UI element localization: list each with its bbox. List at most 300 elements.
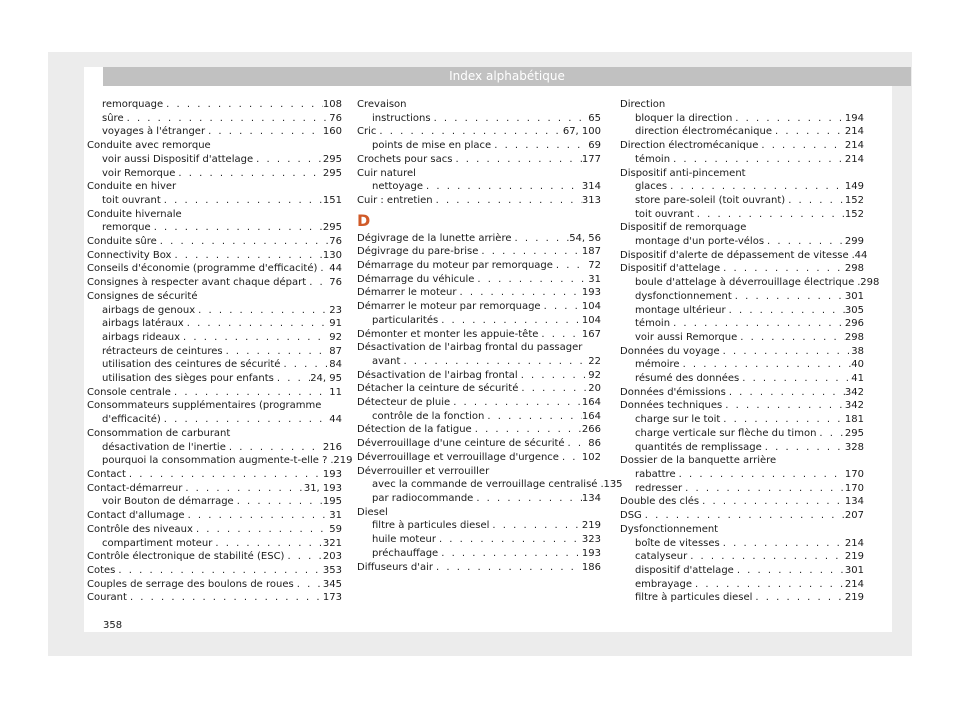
index-heading: Direction xyxy=(620,99,666,110)
dot-leader xyxy=(512,232,570,246)
index-subentry xyxy=(620,235,864,249)
page-reference: 76 xyxy=(329,277,342,289)
index-heading: Dispositif anti-pincement xyxy=(620,167,746,179)
entry-label: d'efficacité) xyxy=(102,414,161,426)
page-reference: 92 xyxy=(588,369,601,381)
dot-leader xyxy=(473,492,582,506)
index-subentry xyxy=(87,167,342,181)
page-reference: 194 xyxy=(844,112,864,124)
entry-label: témoin xyxy=(635,153,671,165)
index-subentry xyxy=(620,591,864,605)
entry-label: boule d'attelage à déverrouillage électrique xyxy=(635,277,855,289)
index-subentry xyxy=(620,564,864,578)
page-reference: 59 xyxy=(329,523,342,535)
dot-leader xyxy=(161,413,329,427)
page-reference: 219 xyxy=(844,551,864,563)
entry-label: particularités xyxy=(372,314,439,326)
index-entry xyxy=(357,286,601,300)
index-subentry xyxy=(357,533,601,547)
entry-label: Cric xyxy=(357,126,377,138)
index-entry xyxy=(357,153,601,167)
index-entry xyxy=(357,194,601,208)
dot-leader xyxy=(124,112,330,126)
dot-leader xyxy=(720,345,852,359)
page-reference: 328 xyxy=(844,441,864,453)
entry-label: nettoyage xyxy=(372,181,423,193)
entry-label: avec la commande de verrouillage centralisé xyxy=(372,479,598,491)
entry-label: Direction électromécanique xyxy=(620,140,759,152)
page-reference: 214 xyxy=(844,578,864,590)
page-reference: 151 xyxy=(322,194,342,206)
index-entry xyxy=(357,561,601,575)
dot-leader xyxy=(538,328,582,342)
entry-label: Dispositif d'alerte de dépassement de vitesse xyxy=(620,249,849,261)
entry-label: Contrôle électronique de stabilité (ESC) xyxy=(87,551,285,563)
index-subentry xyxy=(620,482,864,496)
page-reference: 130 xyxy=(322,249,342,261)
entry-label: Couples de serrage des boulons de roues xyxy=(87,578,294,590)
dot-leader xyxy=(226,441,323,455)
entry-label: Données techniques xyxy=(620,400,723,412)
entry-label: dispositif d'attelage xyxy=(635,564,734,576)
index-subentry xyxy=(357,112,601,126)
page-reference: 87 xyxy=(329,345,342,357)
page-reference: 314 xyxy=(581,181,601,193)
entry-label: points de mise en place xyxy=(372,140,492,152)
page-reference: 295 xyxy=(322,222,342,234)
index-entry xyxy=(87,235,342,249)
index-heading: Diesel xyxy=(357,506,388,518)
page-reference: 24, 95 xyxy=(310,373,342,385)
page-reference: 219 xyxy=(333,455,353,467)
index-heading: Consignes de sécurité xyxy=(87,290,198,302)
entry-label: filtre à particules diesel xyxy=(372,520,490,532)
entry-label: montage ultérieur xyxy=(635,304,726,316)
dot-leader xyxy=(171,386,329,400)
index-entry xyxy=(357,437,601,451)
entry-label: Démarrer le moteur xyxy=(357,287,457,299)
index-subentry xyxy=(620,125,864,139)
entry-label: glaces xyxy=(635,181,668,193)
page-reference: 295 xyxy=(322,153,342,165)
index-heading: Dysfonctionnement xyxy=(620,523,719,535)
page-reference: 152 xyxy=(844,208,864,220)
index-heading: Conduite hivernale xyxy=(87,208,182,220)
entry-label: utilisation des ceintures de sécurité xyxy=(102,359,281,371)
page-reference: 345 xyxy=(322,578,342,590)
page-reference: 44 xyxy=(329,414,342,426)
dot-leader xyxy=(436,533,582,547)
entry-label: Données d'émissions xyxy=(620,386,726,398)
entry-label: dysfonctionnement xyxy=(635,290,732,302)
dot-leader xyxy=(541,300,582,314)
dot-leader xyxy=(317,262,329,276)
page-reference: 92 xyxy=(329,331,342,343)
dot-leader xyxy=(737,331,845,345)
entry-label: Contact d'allumage xyxy=(87,510,185,522)
page-reference: 298 xyxy=(844,263,864,275)
index-subentry xyxy=(620,180,864,194)
page-reference: 298 xyxy=(844,331,864,343)
dot-leader xyxy=(306,276,329,290)
dot-leader xyxy=(785,194,845,208)
dot-leader xyxy=(294,578,323,592)
entry-label: Détacher la ceinture de sécurité xyxy=(357,383,519,395)
entry-label: voir Remorque xyxy=(102,167,176,179)
dot-leader xyxy=(431,112,589,126)
page-reference: 84 xyxy=(329,359,342,371)
entry-label: airbags rideaux xyxy=(102,331,181,343)
index-entry xyxy=(87,591,342,605)
index-subentry xyxy=(87,98,342,112)
index-subentry xyxy=(357,180,601,194)
entry-label: rétracteurs de ceintures xyxy=(102,345,223,357)
page-reference: 295 xyxy=(844,427,864,439)
entry-label: Double des clés xyxy=(620,496,700,508)
entry-label: Démonter et monter les appuie-tête xyxy=(357,328,539,340)
entry-label: quantités de remplissage xyxy=(635,441,762,453)
dot-leader xyxy=(565,437,589,451)
dot-leader xyxy=(670,153,845,167)
dot-leader xyxy=(752,591,845,605)
index-subentry xyxy=(357,492,601,506)
entry-label: Démarrage du véhicule xyxy=(357,273,475,285)
page-reference: 31 xyxy=(329,510,342,522)
entry-label: Détecteur de pluie xyxy=(357,397,451,409)
entry-label: Contrôle des niveaux xyxy=(87,523,193,535)
dot-leader xyxy=(720,413,845,427)
page-reference: 342 xyxy=(844,400,864,412)
page-reference: 54, 56 xyxy=(569,232,601,244)
index-heading: Cuir naturel xyxy=(357,167,416,179)
entry-label: instructions xyxy=(372,112,431,124)
index-entry xyxy=(357,451,601,465)
dot-leader xyxy=(699,495,845,509)
dot-leader xyxy=(284,550,322,564)
page-reference: 181 xyxy=(844,414,864,426)
page-reference: 160 xyxy=(322,126,342,138)
page-reference: 214 xyxy=(844,537,864,549)
index-subentry xyxy=(357,478,623,492)
entry-label: témoin xyxy=(635,318,671,330)
index-heading: Déverrouiller et verrouiller xyxy=(357,465,490,477)
page-reference: 193 xyxy=(581,547,601,559)
index-subentry xyxy=(357,139,601,153)
dot-leader xyxy=(212,537,323,551)
entry-label: préchauffage xyxy=(372,547,439,559)
index-subentry xyxy=(87,495,342,509)
dot-leader xyxy=(175,167,323,181)
page-reference: 219 xyxy=(581,520,601,532)
index-subentry xyxy=(620,208,864,222)
index-subentry xyxy=(620,331,864,345)
entry-label: rabattre xyxy=(635,468,676,480)
index-subentry xyxy=(620,290,864,304)
dot-leader xyxy=(676,468,845,482)
index-subentry xyxy=(620,276,880,290)
page-reference: 67, 100 xyxy=(562,126,601,138)
index-subentry xyxy=(357,410,601,424)
dot-leader xyxy=(559,451,582,465)
entry-label: Connectivity Box xyxy=(87,249,172,261)
dot-leader xyxy=(474,273,588,287)
index-subentry xyxy=(620,578,864,592)
index-subentry xyxy=(620,413,864,427)
entry-label: sûre xyxy=(102,112,124,124)
entry-label: remorquage xyxy=(102,99,164,110)
index-subentry xyxy=(87,358,342,372)
dot-leader xyxy=(127,591,323,605)
entry-label: Consignes à respecter avant chaque départ xyxy=(87,277,307,289)
index-subentry xyxy=(620,537,864,551)
entry-label: contrôle de la fonction xyxy=(372,410,485,422)
dot-leader xyxy=(687,550,845,564)
index-column-2 xyxy=(357,98,623,574)
index-subentry xyxy=(87,413,342,427)
entry-label: mémoire xyxy=(635,359,680,371)
page-reference: 295 xyxy=(322,167,342,179)
entry-label: bloquer la direction xyxy=(635,112,733,124)
entry-label: Console centrale xyxy=(87,386,171,398)
page-reference: 313 xyxy=(581,194,601,206)
index-entry xyxy=(357,245,601,259)
index-subentry xyxy=(87,221,342,235)
index-subentry xyxy=(87,112,342,126)
dot-leader xyxy=(489,519,582,533)
page-reference: 91 xyxy=(329,318,342,330)
index-heading: Conduite avec remorque xyxy=(87,140,211,152)
page-reference: 69 xyxy=(588,140,601,152)
entry-label: redresser xyxy=(635,482,683,494)
index-entry xyxy=(87,386,342,400)
dot-leader xyxy=(732,112,845,126)
page-reference: 193 xyxy=(322,468,342,480)
index-subentry xyxy=(620,153,864,167)
dot-leader xyxy=(195,304,329,318)
entry-label: direction électromécanique xyxy=(635,126,772,138)
dot-leader xyxy=(274,372,310,386)
page-reference: 177 xyxy=(581,153,601,165)
page-reference: 219 xyxy=(844,592,864,604)
dot-leader xyxy=(456,286,581,300)
dot-leader xyxy=(171,249,322,263)
page-reference: 149 xyxy=(844,181,864,193)
index-subentry xyxy=(87,454,353,468)
page-reference: 214 xyxy=(844,153,864,165)
page-reference: 31 xyxy=(588,273,601,285)
page-reference: 76 xyxy=(329,112,342,124)
dot-leader xyxy=(115,564,323,578)
dot-leader xyxy=(163,98,323,112)
dot-leader xyxy=(692,578,845,592)
index-subentry xyxy=(357,519,601,533)
dot-leader xyxy=(732,290,845,304)
entry-label: voir aussi Dispositif d'attelage xyxy=(102,153,254,165)
index-entry xyxy=(357,125,601,139)
page-reference: 214 xyxy=(844,140,864,152)
dot-leader xyxy=(682,482,845,496)
entry-label: DSG xyxy=(620,510,642,522)
index-heading: Consommation de carburant xyxy=(87,427,231,439)
page-reference: 135 xyxy=(603,479,623,491)
index-entry xyxy=(357,396,601,410)
page-reference: 40 xyxy=(851,359,864,371)
index-subentry xyxy=(87,331,342,345)
index-subentry xyxy=(87,372,342,386)
dot-leader xyxy=(491,139,588,153)
page-reference: 353 xyxy=(322,564,342,576)
entry-label: Désactivation de l'airbag frontal xyxy=(357,369,518,381)
index-column-1 xyxy=(87,98,353,605)
entry-label: embrayage xyxy=(635,578,693,590)
entry-label: Courant xyxy=(87,592,127,604)
dot-leader xyxy=(518,382,588,396)
entry-label: désactivation de l'inertie xyxy=(102,441,226,453)
index-entry xyxy=(357,382,601,396)
entry-label: Démarrer le moteur par remorquage xyxy=(357,301,541,313)
index-entry xyxy=(87,249,342,263)
entry-label: Dégivrage du pare-brise xyxy=(357,246,479,258)
index-entry xyxy=(620,399,864,413)
dot-leader xyxy=(450,396,582,410)
page-reference: 167 xyxy=(581,328,601,340)
index-entry xyxy=(357,369,601,383)
entry-label: voir Bouton de démarrage xyxy=(102,496,234,508)
index-entry xyxy=(87,482,342,496)
dot-leader xyxy=(151,221,323,235)
dot-leader xyxy=(126,468,323,482)
entry-label: utilisation des sièges pour enfants xyxy=(102,373,274,385)
page-reference: 195 xyxy=(322,496,342,508)
index-entry xyxy=(87,468,342,482)
dot-leader xyxy=(452,153,581,167)
index-subentry xyxy=(620,372,864,386)
page-reference: 102 xyxy=(581,451,601,463)
index-subentry xyxy=(620,358,864,372)
entry-label: Données du voyage xyxy=(620,345,720,357)
index-entry xyxy=(87,564,342,578)
dot-leader xyxy=(234,495,323,509)
index-subentry xyxy=(620,427,864,441)
entry-label: Conseils d'économie (programme d'efficacité) xyxy=(87,263,318,275)
entry-label: Cuir : entretien xyxy=(357,194,433,206)
index-entry xyxy=(87,578,342,592)
dot-leader xyxy=(772,125,845,139)
section-letter: D xyxy=(357,210,371,230)
page-reference: 20 xyxy=(588,383,601,395)
dot-leader xyxy=(762,441,845,455)
page-reference: 214 xyxy=(844,126,864,138)
index-subentry xyxy=(87,345,342,359)
index-entry xyxy=(620,345,864,359)
dot-leader xyxy=(472,423,582,437)
index-entry xyxy=(87,523,342,537)
entry-label: Diffuseurs d'air xyxy=(357,561,434,573)
page-reference: 216 xyxy=(322,441,342,453)
index-entry xyxy=(87,509,342,523)
page-reference: 299 xyxy=(844,236,864,248)
page-number: 358 xyxy=(103,620,123,631)
dot-leader xyxy=(180,331,329,345)
index-entry xyxy=(357,300,601,314)
index-entry xyxy=(620,495,864,509)
index-heading: Conduite en hiver xyxy=(87,181,177,193)
dot-leader xyxy=(185,509,330,523)
index-entry xyxy=(620,249,868,263)
dot-leader xyxy=(205,125,323,139)
index-subentry xyxy=(620,304,864,318)
dot-leader xyxy=(518,369,589,383)
page-reference: 323 xyxy=(581,534,601,546)
entry-label: Déverrouillage d'une ceinture de sécurité xyxy=(357,438,565,450)
index-subentry xyxy=(357,547,601,561)
page-reference: 193 xyxy=(581,287,601,299)
index-subentry xyxy=(87,194,342,208)
page-reference: 76 xyxy=(329,236,342,248)
index-subentry xyxy=(620,550,864,564)
entry-label: voyages à l'étranger xyxy=(102,126,206,138)
dot-leader xyxy=(642,509,845,523)
page-reference: 44 xyxy=(329,263,342,275)
page-reference: 41 xyxy=(851,373,864,385)
page-reference: 207 xyxy=(844,510,864,522)
entry-label: airbags latéraux xyxy=(102,318,184,330)
page-reference: 31, 193 xyxy=(303,482,342,494)
index-heading: Crevaison xyxy=(357,99,407,110)
page-reference: 301 xyxy=(844,564,864,576)
dot-leader xyxy=(670,317,845,331)
index-subentry xyxy=(87,153,342,167)
dot-leader xyxy=(161,194,323,208)
page-reference: 44 xyxy=(854,249,868,261)
index-entry xyxy=(620,509,864,523)
dot-leader xyxy=(758,139,845,153)
page-reference: 164 xyxy=(581,410,601,422)
page-title: Index alphabétique xyxy=(103,67,911,86)
dot-leader xyxy=(223,345,330,359)
index-entry xyxy=(357,328,601,342)
index-entry xyxy=(620,386,864,400)
index-entry xyxy=(357,232,601,246)
page-reference: 22 xyxy=(588,355,601,367)
dot-leader xyxy=(764,235,845,249)
index-subentry xyxy=(620,317,864,331)
dot-leader xyxy=(376,125,562,139)
index-subentry xyxy=(87,125,342,139)
page-reference: 23 xyxy=(329,304,342,316)
entry-label: montage d'un porte-vélos xyxy=(635,236,765,248)
page-reference: 65 xyxy=(588,112,601,124)
entry-label: boîte de vitesses xyxy=(635,537,720,549)
page-reference: 186 xyxy=(581,561,601,573)
dot-leader xyxy=(253,153,323,167)
entry-label: Crochets pour sacs xyxy=(357,153,453,165)
index-entry xyxy=(87,262,342,276)
page-reference: 170 xyxy=(844,468,864,480)
entry-label: airbags de genoux xyxy=(102,304,196,316)
entry-label: Démarrage du moteur par remorquage xyxy=(357,260,553,272)
page-reference: 86 xyxy=(588,438,601,450)
dot-leader xyxy=(734,564,845,578)
index-subentry xyxy=(357,314,601,328)
dot-leader xyxy=(280,358,329,372)
dot-leader xyxy=(680,358,852,372)
index-subentry xyxy=(87,537,342,551)
page-reference: 11 xyxy=(329,386,342,398)
page-reference: 152 xyxy=(844,194,864,206)
page-reference: 301 xyxy=(844,290,864,302)
dot-leader xyxy=(722,399,845,413)
